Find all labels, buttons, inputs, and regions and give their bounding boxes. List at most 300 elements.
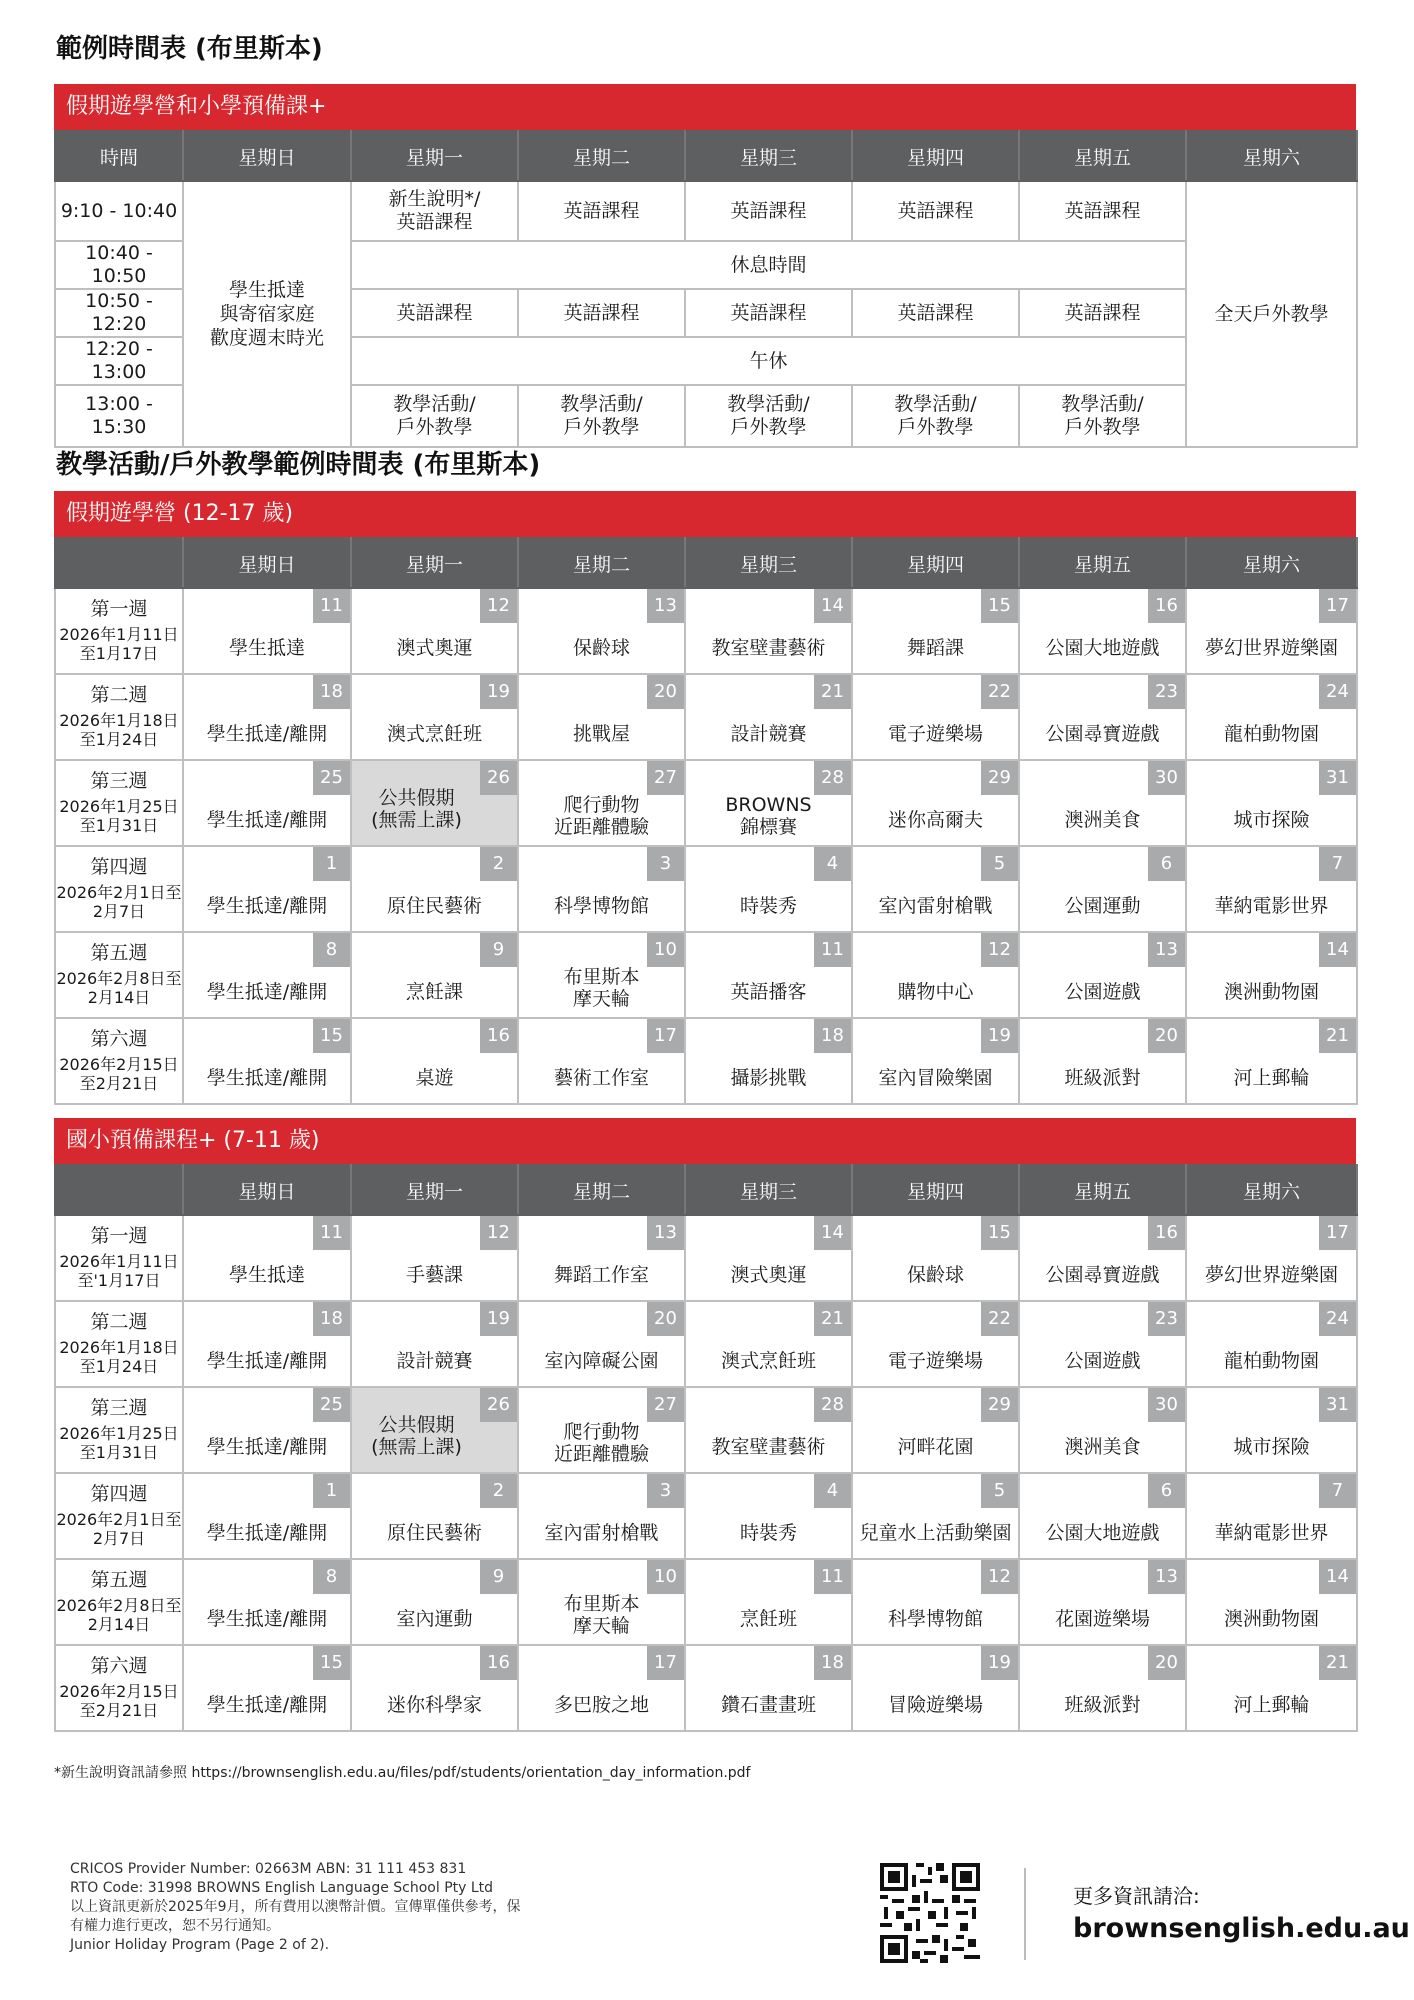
date-number-badge: 29 bbox=[981, 761, 1018, 795]
class-cell: 英語課程 bbox=[1019, 181, 1186, 241]
day-activity-cell bbox=[685, 674, 852, 760]
week-row bbox=[55, 674, 1357, 760]
activity-name: 布里斯本 摩天輪 bbox=[563, 1593, 640, 1637]
date-number-badge: 10 bbox=[647, 933, 684, 967]
week-dates: 2026年1月18日 至1月24日 bbox=[59, 711, 179, 749]
time-cell: 9:10 - 10:40 bbox=[55, 181, 183, 241]
activity-name: 教室壁畫藝術 bbox=[711, 637, 826, 659]
date-number-badge: 12 bbox=[981, 1560, 1018, 1594]
week-row bbox=[55, 1387, 1357, 1473]
day-activity-cell bbox=[1186, 588, 1357, 674]
date-number-badge: 15 bbox=[981, 1216, 1018, 1250]
class-cell: 英語課程 bbox=[518, 181, 685, 241]
date-number-badge: 11 bbox=[814, 1560, 851, 1594]
day-activity-cell bbox=[351, 1215, 518, 1301]
activity-name: 電子遊樂場 bbox=[887, 1350, 983, 1372]
class-cell: 英語課程 bbox=[685, 181, 852, 241]
day-activity-cell bbox=[685, 932, 852, 1018]
day-activity-cell bbox=[1019, 1559, 1186, 1645]
day-activity-cell bbox=[685, 1215, 852, 1301]
week-row bbox=[55, 932, 1357, 1018]
activity-name: 室內雷射槍戰 bbox=[878, 895, 993, 917]
class-cell: 英語課程 bbox=[351, 289, 518, 337]
week-name: 第六週 bbox=[90, 1655, 148, 1677]
date-number-badge: 16 bbox=[480, 1019, 517, 1053]
activity-name: 城市探險 bbox=[1233, 809, 1310, 831]
day-activity-cell bbox=[1186, 1215, 1357, 1301]
activity-name: 迷你科學家 bbox=[386, 1694, 482, 1716]
saturday-cell: 全天戶外教學 bbox=[1186, 181, 1357, 447]
day-activity-cell bbox=[1186, 674, 1357, 760]
date-number-badge: 31 bbox=[1319, 1388, 1356, 1422]
activity-name: 爬行動物 近距離體驗 bbox=[553, 1421, 649, 1465]
date-number-badge: 28 bbox=[814, 761, 851, 795]
date-number-badge: 30 bbox=[1148, 1388, 1185, 1422]
day-activity-cell bbox=[852, 1559, 1019, 1645]
day-activity-cell bbox=[685, 1645, 852, 1731]
activity-name: 學生抵達 bbox=[228, 637, 305, 659]
week-row bbox=[55, 1301, 1357, 1387]
date-number-badge: 20 bbox=[1148, 1019, 1185, 1053]
table2-title-bar: 假期遊學營 (12-17 歲) bbox=[54, 491, 1356, 537]
date-number-badge: 11 bbox=[814, 933, 851, 967]
activity-name: 公園運動 bbox=[1064, 895, 1141, 917]
activity-name: 龍柏動物園 bbox=[1223, 723, 1319, 745]
activity-name: 保齡球 bbox=[572, 637, 630, 659]
break-cell: 休息時間 bbox=[351, 241, 1186, 289]
qr-code-icon[interactable] bbox=[880, 1863, 980, 1963]
time-cell: 10:50 - 12:20 bbox=[55, 289, 183, 337]
week-label-cell bbox=[55, 1473, 183, 1559]
date-number-badge: 23 bbox=[1148, 675, 1185, 709]
date-number-badge: 21 bbox=[1319, 1646, 1356, 1680]
date-number-badge: 14 bbox=[1319, 933, 1356, 967]
footnote: *新生說明資訊請參照 https://brownsenglish.edu.au/files/pdf/students/orientation_day_information.pdf bbox=[54, 1765, 751, 1781]
date-number-badge: 10 bbox=[647, 1560, 684, 1594]
activity-name: 學生抵達/離開 bbox=[206, 1350, 328, 1372]
activity-name: 公共假期 (無需上課) bbox=[371, 1414, 462, 1458]
day-activity-cell bbox=[1019, 932, 1186, 1018]
activity-name: 花園遊樂場 bbox=[1054, 1608, 1150, 1630]
activity-name: 學生抵達/離開 bbox=[206, 1694, 328, 1716]
activity-name: 澳洲動物園 bbox=[1223, 981, 1319, 1003]
date-number-badge: 15 bbox=[313, 1646, 350, 1680]
day-activity-cell bbox=[351, 846, 518, 932]
activity-name: 烹飪班 bbox=[739, 1608, 797, 1630]
table1-title-bar: 假期遊學營和小學預備課+ bbox=[54, 84, 1356, 130]
day-header: 星期一 bbox=[351, 1165, 518, 1215]
day-activity-cell bbox=[518, 674, 685, 760]
day-header: 星期二 bbox=[518, 1165, 685, 1215]
time-cell: 13:00 - 15:30 bbox=[55, 385, 183, 447]
col-header: 星期六 bbox=[1186, 131, 1357, 181]
timetable-header-row bbox=[55, 131, 1357, 181]
date-number-badge: 19 bbox=[981, 1019, 1018, 1053]
date-number-badge: 26 bbox=[480, 761, 517, 795]
date-number-badge: 17 bbox=[1319, 589, 1356, 623]
day-header: 星期三 bbox=[685, 538, 852, 588]
day-activity-cell bbox=[852, 1645, 1019, 1731]
activity-name: 原住民藝術 bbox=[386, 1522, 482, 1544]
date-number-badge: 3 bbox=[647, 847, 684, 881]
day-activity-cell bbox=[183, 1473, 351, 1559]
date-number-badge: 13 bbox=[647, 1216, 684, 1250]
week-label-cell bbox=[55, 1018, 183, 1104]
day-activity-cell bbox=[518, 932, 685, 1018]
activity-name: 室內運動 bbox=[396, 1608, 473, 1630]
day-activity-cell bbox=[685, 846, 852, 932]
activity-name: BROWNS 錦標賽 bbox=[725, 794, 812, 838]
week-name: 第四週 bbox=[90, 856, 148, 878]
activity-name: 河畔花園 bbox=[897, 1436, 974, 1458]
date-number-badge: 2 bbox=[480, 1474, 517, 1508]
day-activity-cell bbox=[183, 1018, 351, 1104]
date-number-badge: 31 bbox=[1319, 761, 1356, 795]
day-activity-cell bbox=[852, 1387, 1019, 1473]
day-activity-cell bbox=[183, 1645, 351, 1731]
activity-name: 城市探險 bbox=[1233, 1436, 1310, 1458]
date-number-badge: 18 bbox=[313, 675, 350, 709]
class-cell: 新生說明*/ 英語課程 bbox=[351, 181, 518, 241]
day-activity-cell bbox=[685, 1559, 852, 1645]
date-number-badge: 5 bbox=[981, 847, 1018, 881]
activity-name: 時裝秀 bbox=[739, 1522, 797, 1544]
week-label-cell bbox=[55, 1645, 183, 1731]
col-header: 時間 bbox=[55, 131, 183, 181]
day-header-row bbox=[55, 1165, 1357, 1215]
day-activity-cell bbox=[1019, 1387, 1186, 1473]
activity-name: 英語播客 bbox=[730, 981, 807, 1003]
sample-timetable bbox=[54, 130, 1358, 448]
day-activity-cell bbox=[1186, 1559, 1357, 1645]
day-activity-cell bbox=[183, 760, 351, 846]
activity-name: 學生抵達/離開 bbox=[206, 1608, 328, 1630]
day-activity-cell bbox=[1186, 932, 1357, 1018]
day-activity-cell bbox=[518, 1215, 685, 1301]
date-number-badge: 8 bbox=[313, 933, 350, 967]
date-number-badge: 21 bbox=[1319, 1019, 1356, 1053]
activity-timetable-12-17 bbox=[54, 537, 1358, 1105]
day-header: 星期一 bbox=[351, 538, 518, 588]
footer-line: Junior Holiday Program (Page 2 of 2). bbox=[70, 1937, 330, 1953]
week-row bbox=[55, 1645, 1357, 1731]
day-activity-cell bbox=[1019, 1301, 1186, 1387]
activity-name: 公園尋寶遊戲 bbox=[1045, 723, 1160, 745]
week-dates: 2026年1月11日 至1月17日 bbox=[59, 625, 179, 663]
activity-name: 時裝秀 bbox=[739, 895, 797, 917]
activity-name: 華納電影世界 bbox=[1214, 895, 1329, 917]
divider bbox=[1024, 1868, 1026, 1960]
week-name: 第五週 bbox=[90, 942, 148, 964]
day-activity-cell bbox=[351, 674, 518, 760]
activity-name: 澳洲美食 bbox=[1064, 1436, 1141, 1458]
week-label-cell bbox=[55, 760, 183, 846]
day-activity-cell bbox=[518, 1387, 685, 1473]
day-header: 星期四 bbox=[852, 1165, 1019, 1215]
activity-name: 科學博物館 bbox=[553, 895, 649, 917]
week-row bbox=[55, 1215, 1357, 1301]
week-label-cell bbox=[55, 1301, 183, 1387]
activity-name: 班級派對 bbox=[1064, 1067, 1141, 1089]
day-header: 星期六 bbox=[1186, 538, 1357, 588]
day-activity-cell bbox=[518, 1559, 685, 1645]
day-activity-cell bbox=[1019, 1018, 1186, 1104]
date-number-badge: 4 bbox=[814, 847, 851, 881]
activity-name: 挑戰屋 bbox=[572, 723, 630, 745]
day-activity-cell bbox=[852, 846, 1019, 932]
date-number-badge: 16 bbox=[1148, 589, 1185, 623]
date-number-badge: 17 bbox=[1319, 1216, 1356, 1250]
activity-name: 公園遊戲 bbox=[1064, 981, 1141, 1003]
day-activity-cell bbox=[351, 760, 518, 846]
day-activity-cell bbox=[1186, 1018, 1357, 1104]
day-activity-cell bbox=[852, 1301, 1019, 1387]
date-number-badge: 8 bbox=[313, 1560, 350, 1594]
activity-name: 攝影挑戰 bbox=[730, 1067, 807, 1089]
day-activity-cell bbox=[183, 1559, 351, 1645]
date-number-badge: 18 bbox=[313, 1302, 350, 1336]
day-activity-cell bbox=[351, 932, 518, 1018]
activity-name: 公園尋寶遊戲 bbox=[1045, 1264, 1160, 1286]
activity-name: 河上郵輪 bbox=[1233, 1694, 1310, 1716]
activity-name: 學生抵達 bbox=[228, 1264, 305, 1286]
day-activity-cell bbox=[351, 1387, 518, 1473]
day-activity-cell bbox=[1019, 588, 1186, 674]
week-name: 第四週 bbox=[90, 1483, 148, 1505]
week-name: 第一週 bbox=[90, 1225, 148, 1247]
date-number-badge: 7 bbox=[1319, 847, 1356, 881]
date-number-badge: 6 bbox=[1148, 1474, 1185, 1508]
day-activity-cell bbox=[685, 588, 852, 674]
day-activity-cell bbox=[183, 588, 351, 674]
activity-cell: 教學活動/ 戶外教學 bbox=[1019, 385, 1186, 447]
date-number-badge: 6 bbox=[1148, 847, 1185, 881]
date-number-badge: 5 bbox=[981, 1474, 1018, 1508]
date-number-badge: 14 bbox=[814, 589, 851, 623]
day-activity-cell bbox=[852, 1215, 1019, 1301]
section-title: 教學活動/戶外教學範例時間表 (布里斯本) bbox=[56, 450, 541, 480]
day-activity-cell bbox=[852, 1473, 1019, 1559]
date-number-badge: 20 bbox=[1148, 1646, 1185, 1680]
day-activity-cell bbox=[1019, 846, 1186, 932]
day-activity-cell bbox=[351, 1645, 518, 1731]
activity-name: 舞蹈工作室 bbox=[553, 1264, 649, 1286]
col-header: 星期三 bbox=[685, 131, 852, 181]
activity-name: 教室壁畫藝術 bbox=[711, 1436, 826, 1458]
week-row bbox=[55, 588, 1357, 674]
week-label-cell bbox=[55, 674, 183, 760]
date-number-badge: 19 bbox=[480, 675, 517, 709]
date-number-badge: 25 bbox=[313, 1388, 350, 1422]
week-row bbox=[55, 846, 1357, 932]
time-cell: 12:20 - 13:00 bbox=[55, 337, 183, 385]
activity-name: 學生抵達/離開 bbox=[206, 895, 328, 917]
week-row bbox=[55, 760, 1357, 846]
date-number-badge: 22 bbox=[981, 1302, 1018, 1336]
day-header: 星期二 bbox=[518, 538, 685, 588]
activity-cell: 教學活動/ 戶外教學 bbox=[685, 385, 852, 447]
week-row bbox=[55, 1018, 1357, 1104]
day-activity-cell bbox=[1019, 674, 1186, 760]
activity-name: 學生抵達/離開 bbox=[206, 1436, 328, 1458]
activity-name: 烹飪課 bbox=[405, 981, 463, 1003]
date-number-badge: 19 bbox=[480, 1302, 517, 1336]
date-number-badge: 24 bbox=[1319, 1302, 1356, 1336]
activity-name: 舞蹈課 bbox=[906, 637, 964, 659]
week-dates: 2026年2月8日至 2月14日 bbox=[56, 969, 182, 1007]
day-activity-cell bbox=[518, 846, 685, 932]
activity-cell: 教學活動/ 戶外教學 bbox=[518, 385, 685, 447]
activity-name: 原住民藝術 bbox=[386, 895, 482, 917]
sunday-cell: 學生抵達 與寄宿家庭 歡度週末時光 bbox=[183, 181, 351, 447]
day-activity-cell bbox=[1019, 1473, 1186, 1559]
activity-timetable-7-11 bbox=[54, 1164, 1358, 1732]
activity-name: 購物中心 bbox=[897, 981, 974, 1003]
day-header: 星期三 bbox=[685, 1165, 852, 1215]
day-activity-cell bbox=[685, 1018, 852, 1104]
day-activity-cell bbox=[518, 1301, 685, 1387]
date-number-badge: 16 bbox=[480, 1646, 517, 1680]
day-activity-cell bbox=[1019, 1215, 1186, 1301]
week-label-cell bbox=[55, 1387, 183, 1473]
date-number-badge: 27 bbox=[647, 1388, 684, 1422]
date-number-badge: 7 bbox=[1319, 1474, 1356, 1508]
footer-info bbox=[70, 1860, 521, 1955]
col-header: 星期日 bbox=[183, 131, 351, 181]
day-header bbox=[55, 538, 183, 588]
activity-name: 兒童水上活動樂園 bbox=[859, 1522, 1012, 1544]
col-header: 星期二 bbox=[518, 131, 685, 181]
activity-name: 澳式烹飪班 bbox=[720, 1350, 816, 1372]
date-number-badge: 9 bbox=[480, 1560, 517, 1594]
day-activity-cell bbox=[852, 588, 1019, 674]
activity-name: 設計競賽 bbox=[730, 723, 807, 745]
activity-name: 電子遊樂場 bbox=[887, 723, 983, 745]
activity-name: 澳洲動物園 bbox=[1223, 1608, 1319, 1630]
week-dates: 2026年2月1日至 2月7日 bbox=[56, 883, 182, 921]
activity-name: 冒險遊樂場 bbox=[887, 1694, 983, 1716]
class-cell: 英語課程 bbox=[1019, 289, 1186, 337]
day-header: 星期六 bbox=[1186, 1165, 1357, 1215]
more-info-label: 更多資訊請洽: bbox=[1073, 1884, 1200, 1908]
week-dates: 2026年1月11日 至'1月17日 bbox=[59, 1252, 179, 1290]
week-dates: 2026年2月15日 至2月21日 bbox=[59, 1055, 179, 1093]
website-link[interactable]: brownsenglish.edu.au bbox=[1073, 1913, 1410, 1944]
date-number-badge: 11 bbox=[313, 1216, 350, 1250]
date-number-badge: 15 bbox=[981, 589, 1018, 623]
footer-line: RTO Code: 31998 BROWNS English Language School Pty Ltd bbox=[70, 1880, 494, 1896]
activity-name: 迷你高爾夫 bbox=[887, 809, 983, 831]
day-activity-cell bbox=[1019, 1645, 1186, 1731]
week-dates: 2026年1月18日 至1月24日 bbox=[59, 1338, 179, 1376]
table3-title-bar: 國小預備課程+ (7-11 歲) bbox=[54, 1118, 1356, 1164]
day-activity-cell bbox=[518, 760, 685, 846]
activity-cell: 教學活動/ 戶外教學 bbox=[852, 385, 1019, 447]
date-number-badge: 17 bbox=[647, 1646, 684, 1680]
activity-name: 澳洲美食 bbox=[1064, 809, 1141, 831]
date-number-badge: 21 bbox=[814, 675, 851, 709]
activity-name: 手藝課 bbox=[405, 1264, 463, 1286]
day-activity-cell bbox=[183, 1301, 351, 1387]
date-number-badge: 11 bbox=[313, 589, 350, 623]
date-number-badge: 13 bbox=[1148, 933, 1185, 967]
activity-name: 學生抵達/離開 bbox=[206, 723, 328, 745]
day-activity-cell bbox=[183, 1387, 351, 1473]
activity-name: 華納電影世界 bbox=[1214, 1522, 1329, 1544]
week-label-cell bbox=[55, 1559, 183, 1645]
class-cell: 英語課程 bbox=[852, 289, 1019, 337]
class-cell: 英語課程 bbox=[685, 289, 852, 337]
week-name: 第三週 bbox=[90, 770, 148, 792]
date-number-badge: 28 bbox=[814, 1388, 851, 1422]
week-name: 第二週 bbox=[90, 1311, 148, 1333]
day-activity-cell bbox=[1186, 1473, 1357, 1559]
week-dates: 2026年2月1日至 2月7日 bbox=[56, 1510, 182, 1548]
day-header: 星期五 bbox=[1019, 538, 1186, 588]
week-label-cell bbox=[55, 1215, 183, 1301]
week-dates: 2026年1月25日 至1月31日 bbox=[59, 1424, 179, 1462]
activity-name: 學生抵達/離開 bbox=[206, 1067, 328, 1089]
date-number-badge: 18 bbox=[814, 1646, 851, 1680]
day-activity-cell bbox=[685, 1387, 852, 1473]
date-number-badge: 1 bbox=[313, 847, 350, 881]
date-number-badge: 27 bbox=[647, 761, 684, 795]
week-dates: 2026年2月8日至 2月14日 bbox=[56, 1596, 182, 1634]
day-header: 星期五 bbox=[1019, 1165, 1186, 1215]
activity-cell: 教學活動/ 戶外教學 bbox=[351, 385, 518, 447]
activity-name: 夢幻世界遊樂園 bbox=[1204, 1264, 1338, 1286]
date-number-badge: 14 bbox=[1319, 1560, 1356, 1594]
page-title: 範例時間表 (布里斯本) bbox=[56, 34, 323, 64]
day-activity-cell bbox=[183, 846, 351, 932]
day-header: 星期日 bbox=[183, 1165, 351, 1215]
day-activity-cell bbox=[1186, 1645, 1357, 1731]
date-number-badge: 20 bbox=[647, 675, 684, 709]
day-activity-cell bbox=[518, 588, 685, 674]
day-activity-cell bbox=[518, 1645, 685, 1731]
date-number-badge: 18 bbox=[814, 1019, 851, 1053]
day-activity-cell bbox=[351, 1301, 518, 1387]
day-activity-cell bbox=[183, 674, 351, 760]
date-number-badge: 1 bbox=[313, 1474, 350, 1508]
footer-line: CRICOS Provider Number: 02663M ABN: 31 111 453 831 bbox=[70, 1861, 467, 1877]
activity-name: 爬行動物 近距離體驗 bbox=[553, 794, 649, 838]
date-number-badge: 12 bbox=[981, 933, 1018, 967]
activity-name: 學生抵達/離開 bbox=[206, 1522, 328, 1544]
col-header: 星期一 bbox=[351, 131, 518, 181]
activity-name: 室內雷射槍戰 bbox=[544, 1522, 659, 1544]
col-header: 星期四 bbox=[852, 131, 1019, 181]
day-activity-cell bbox=[685, 760, 852, 846]
day-activity-cell bbox=[351, 1559, 518, 1645]
day-activity-cell bbox=[351, 588, 518, 674]
date-number-badge: 12 bbox=[480, 1216, 517, 1250]
activity-name: 室內冒險樂園 bbox=[878, 1067, 993, 1089]
week-name: 第五週 bbox=[90, 1569, 148, 1591]
day-activity-cell bbox=[852, 1018, 1019, 1104]
day-activity-cell bbox=[1186, 760, 1357, 846]
week-name: 第一週 bbox=[90, 598, 148, 620]
date-number-badge: 22 bbox=[981, 675, 1018, 709]
activity-name: 澳式奧運 bbox=[730, 1264, 807, 1286]
activity-name: 班級派對 bbox=[1064, 1694, 1141, 1716]
activity-name: 保齡球 bbox=[906, 1264, 964, 1286]
activity-name: 鑽石畫畫班 bbox=[720, 1694, 816, 1716]
activity-name: 公園遊戲 bbox=[1064, 1350, 1141, 1372]
date-number-badge: 13 bbox=[1148, 1560, 1185, 1594]
activity-name: 學生抵達/離開 bbox=[206, 809, 328, 831]
day-activity-cell bbox=[1019, 760, 1186, 846]
